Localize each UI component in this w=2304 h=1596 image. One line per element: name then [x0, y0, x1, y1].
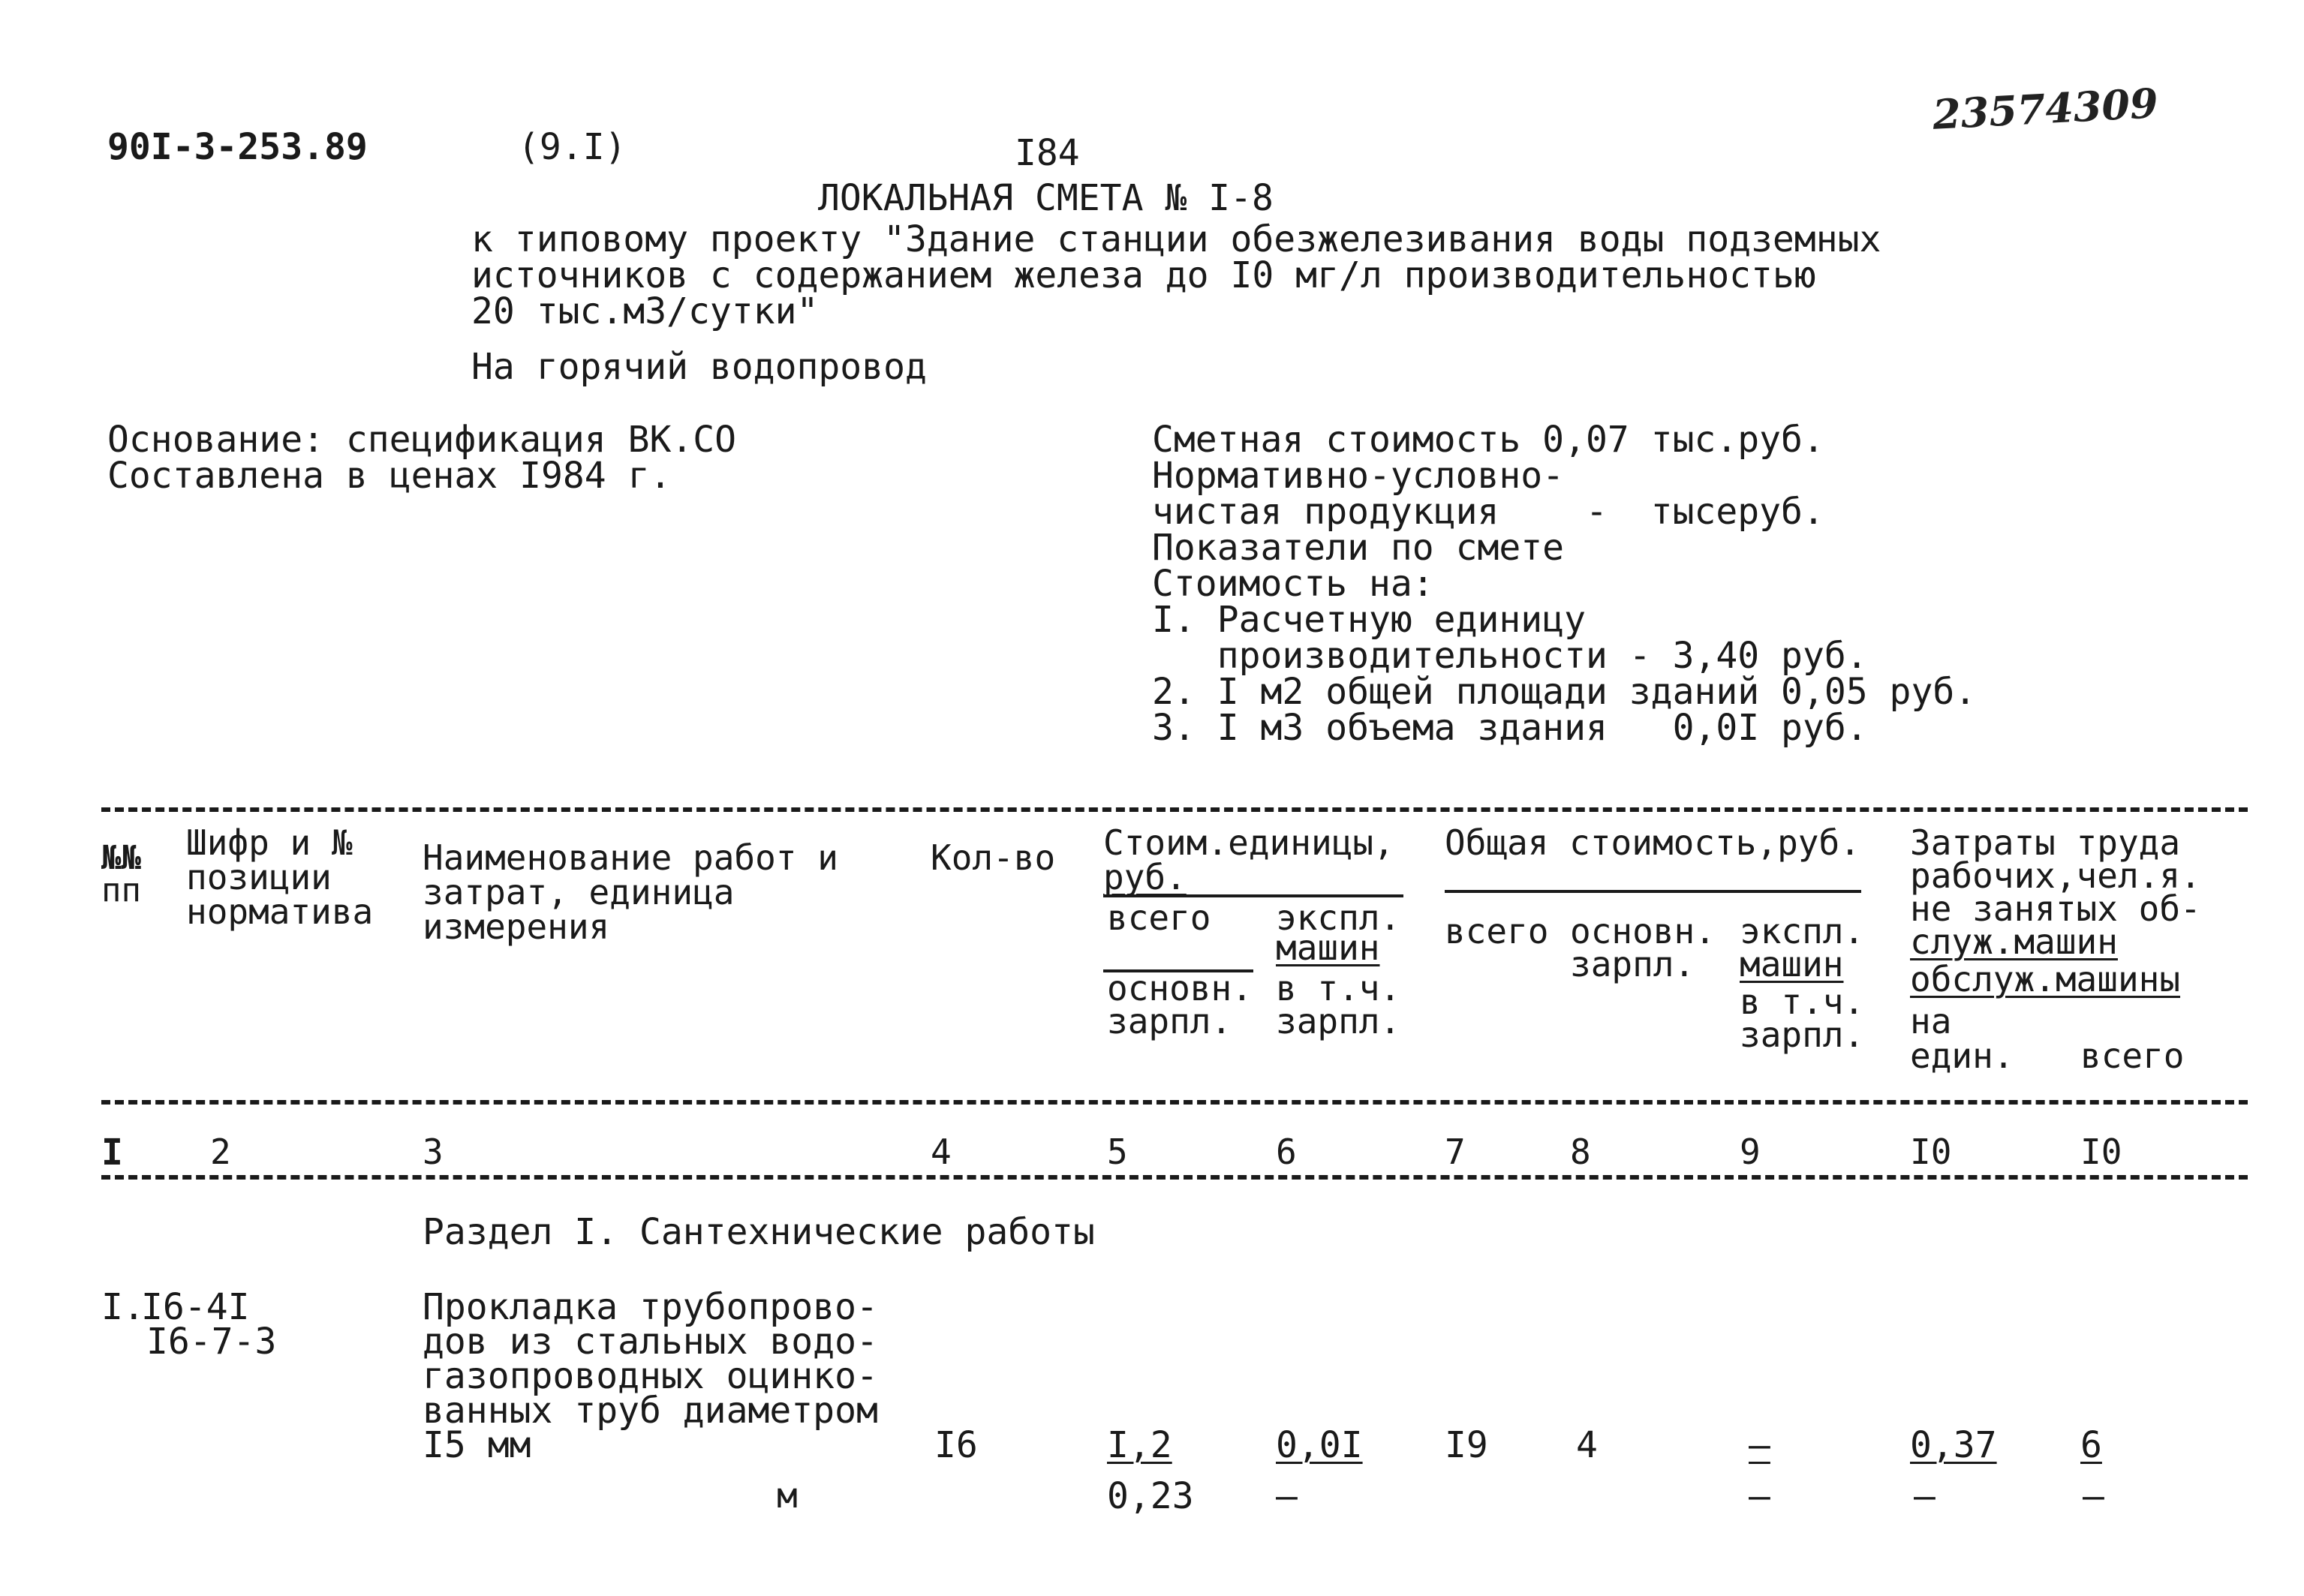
project-line-1: к типовому проекту "Здание станции обезжелезивания воды подземных [471, 218, 1881, 260]
colnum-2: 2 [210, 1132, 231, 1172]
header-col6-bottom-b: зарпл. [1276, 1001, 1401, 1041]
row-unit-machines: 0,0I [1276, 1424, 1363, 1466]
page-number: I84 [1015, 132, 1080, 174]
indicator-line-5: Стоимость на: [1152, 563, 1434, 605]
indicator-line-8: 2. I м2 общей площади зданий 0,05 руб. [1152, 671, 1977, 713]
header-col1-a: №№ [101, 839, 141, 877]
project-line-3: 20 тыс.м3/сутки" [471, 290, 819, 332]
colnum-8: 8 [1570, 1132, 1591, 1172]
table-top-rule [101, 807, 2248, 812]
header-col10-b: един. [1910, 1035, 2014, 1076]
header-unit-cost-currency: руб. [1103, 857, 1187, 897]
indicator-line-9: 3. I м3 объема здания 0,0I руб. [1152, 707, 1868, 749]
header-col6-top-a: экспл. [1276, 897, 1401, 938]
section-code: (9.I) [518, 126, 627, 168]
estimate-subject: На горячий водопровод [471, 346, 927, 388]
document-code: 90I-3-253.89 [107, 126, 368, 168]
indicator-line-4: Показатели по смете [1152, 527, 1565, 569]
colnum-1: I [101, 1132, 123, 1174]
row-name-d: ванных труб диаметром [423, 1390, 878, 1432]
header-labor-title-e: обслуж.машины [1910, 959, 2181, 999]
row-total-machines-wage: – [1749, 1475, 1770, 1517]
header-col9-d: зарпл. [1740, 1014, 1865, 1055]
indicator-line-2: Нормативно-условно- [1152, 455, 1565, 497]
header-col5-bottom-b: зарпл. [1107, 1001, 1232, 1041]
header-col3-b: затрат, единица [423, 872, 735, 912]
colnum-5: 5 [1107, 1132, 1128, 1172]
row-name-c: газопроводных оцинко- [423, 1355, 878, 1397]
header-col1-b: пп [101, 871, 141, 909]
header-col3-c: измерения [423, 906, 610, 947]
header-col9-c: в т.ч. [1740, 981, 1865, 1022]
row-total-wage: 4 [1576, 1424, 1598, 1466]
project-line-2: источников с содержанием железа до I0 мг/л производительностью [471, 254, 1816, 296]
header-unit-cost-title: Стоим.единицы, [1103, 822, 1394, 863]
colnum-11: I0 [2080, 1132, 2122, 1172]
header-col5-top: всего [1107, 897, 1211, 938]
row-total-machines: – [1749, 1424, 1770, 1466]
colnum-3: 3 [423, 1132, 444, 1172]
row-total: I9 [1445, 1424, 1488, 1466]
header-col8-a: основн. [1570, 911, 1716, 951]
header-col8-b: зарпл. [1570, 944, 1695, 984]
basis-line-2: Составлена в ценах I984 г. [107, 455, 672, 497]
header-col2-c: норматива [186, 891, 374, 932]
row-unit-machines-wage: – [1276, 1475, 1298, 1517]
row-labor-total: 6 [2080, 1424, 2102, 1466]
colnum-6: 6 [1276, 1132, 1297, 1172]
header-col7: всего [1445, 911, 1549, 951]
handwritten-inventory-number: 23574309 [1931, 79, 2160, 139]
indicator-line-3: чистая продукция - тысеруб. [1152, 491, 1824, 533]
colnum-4: 4 [931, 1132, 952, 1172]
header-labor-title-a: Затраты труда [1910, 822, 2181, 863]
header-col9-b: машин [1740, 944, 1844, 984]
header-col6-bottom-a: в т.ч. [1276, 968, 1401, 1008]
row-code-b: I6-7-3 [146, 1321, 277, 1363]
row-labor-unit: 0,37 [1910, 1424, 1997, 1466]
row-quantity: I6 [934, 1424, 978, 1466]
row-name-a: Прокладка трубопрово- [423, 1286, 878, 1328]
header-col2-a: Шифр и № [186, 822, 353, 863]
header-col5-bottom-a: основн. [1107, 968, 1253, 1008]
row-unit: м [777, 1475, 798, 1516]
header-col6-top-b: машин [1276, 927, 1380, 968]
row-labor-unit-b: – [1914, 1475, 1936, 1517]
indicator-line-7: производительности - 3,40 руб. [1152, 635, 1868, 677]
row-unit-wage: 0,23 [1107, 1475, 1194, 1517]
header-col11: всего [2080, 1035, 2185, 1076]
row-unit-total: I,2 [1107, 1424, 1172, 1466]
table-header-rule [101, 1100, 2248, 1105]
header-total-cost-title: Общая стоимость,руб. [1445, 822, 1860, 863]
column-numbers-rule [101, 1175, 2248, 1180]
header-labor-title-c: не занятых об- [1910, 888, 2201, 929]
colnum-9: 9 [1740, 1132, 1761, 1172]
header-labor-title-d: служ.машин [1910, 921, 2118, 962]
header-labor-title-b: рабочих,чел.я. [1910, 855, 2201, 896]
estimate-title: ЛОКАЛЬНАЯ СМЕТА № I-8 [818, 177, 1274, 219]
header-col2-b: позиции [186, 857, 332, 897]
basis-line-1: Основание: спецификация ВК.СО [107, 419, 737, 461]
header-col4: Кол-во [931, 837, 1056, 878]
total-cost-divider [1445, 890, 1861, 893]
row-name-e: I5 мм [423, 1424, 531, 1466]
row-name-b: дов из стальных водо- [423, 1321, 878, 1363]
estimated-cost: Сметная стоимость 0,07 тыс.руб. [1152, 419, 1824, 461]
row-code-a: I6-4I [141, 1286, 250, 1328]
section-title: Раздел I. Сантехнические работы [423, 1211, 1095, 1253]
header-col9-a: экспл. [1740, 911, 1865, 951]
header-col3-a: Наименование работ и [423, 837, 838, 878]
colnum-10: I0 [1910, 1132, 1952, 1172]
colnum-7: 7 [1445, 1132, 1466, 1172]
indicator-line-6: I. Расчетную единицу [1152, 599, 1586, 641]
header-col10-a: на [1910, 1001, 1952, 1041]
row-labor-total-b: – [2083, 1475, 2104, 1517]
row-number: I. [101, 1286, 145, 1328]
